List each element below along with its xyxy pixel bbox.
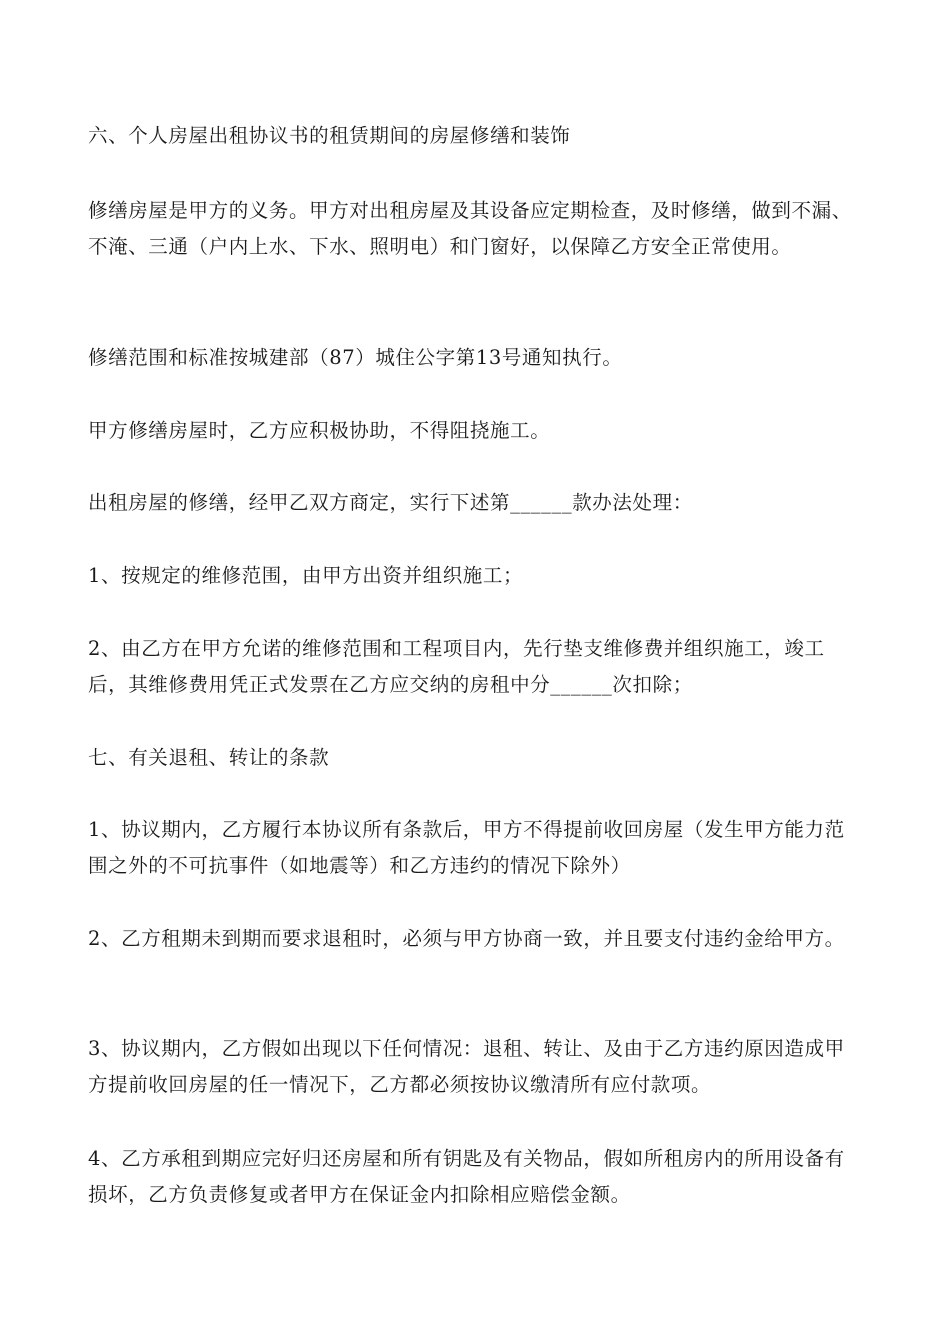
section-heading-repair: 六、个人房屋出租协议书的租赁期间的房屋修缮和装饰 (88, 124, 571, 147)
list-item-termination-2: 2、乙方租期未到期而要求退租时，必须与甲方协商一致，并且要支付违约金给甲方。 (88, 927, 845, 950)
list-item-termination-3: 3、协议期内，乙方假如出现以下任何情况：退租、转让、及由于乙方违约原因造成甲方提前收回房屋的任一情况下，乙方都必须按协议缴清所有应付款项。 (88, 1037, 845, 1096)
list-item-repair-1: 1、按规定的维修范围，由甲方出资并组织施工； (88, 564, 524, 587)
section-heading-termination: 七、有关退租、转让的条款 (88, 746, 330, 769)
paragraph-repair-method: 出租房屋的修缮，经甲乙双方商定，实行下述第______款办法处理： (88, 491, 693, 514)
list-item-termination-4: 4、乙方承租到期应完好归还房屋和所有钥匙及有关物品，假如所租房内的所用设备有损坏，乙方负责修复或者甲方在保证金内扣除相应赔偿金额。 (88, 1147, 845, 1206)
paragraph-repair-scope: 修缮范围和标准按城建部（87）城住公字第13号通知执行。 (88, 346, 623, 369)
paragraph-repair-duty: 修缮房屋是甲方的义务。甲方对出租房屋及其设备应定期检查，及时修缮，做到不漏、不淹、三通（户内上水、下水、照明电）和门窗好，以保障乙方安全正常使用。 (88, 199, 852, 258)
list-item-repair-2: 2、由乙方在甲方允诺的维修范围和工程项目内，先行垫支维修费并组织施工，竣工后，其维修费用凭正式发票在乙方应交纳的房租中分______次扣除； (88, 637, 825, 696)
paragraph-cooperation: 甲方修缮房屋时，乙方应积极协助，不得阻挠施工。 (88, 419, 551, 442)
list-item-termination-1: 1、协议期内，乙方履行本协议所有条款后，甲方不得提前收回房屋（发生甲方能力范围之外的不可抗事件（如地震等）和乙方违约的情况下除外） (88, 818, 845, 877)
